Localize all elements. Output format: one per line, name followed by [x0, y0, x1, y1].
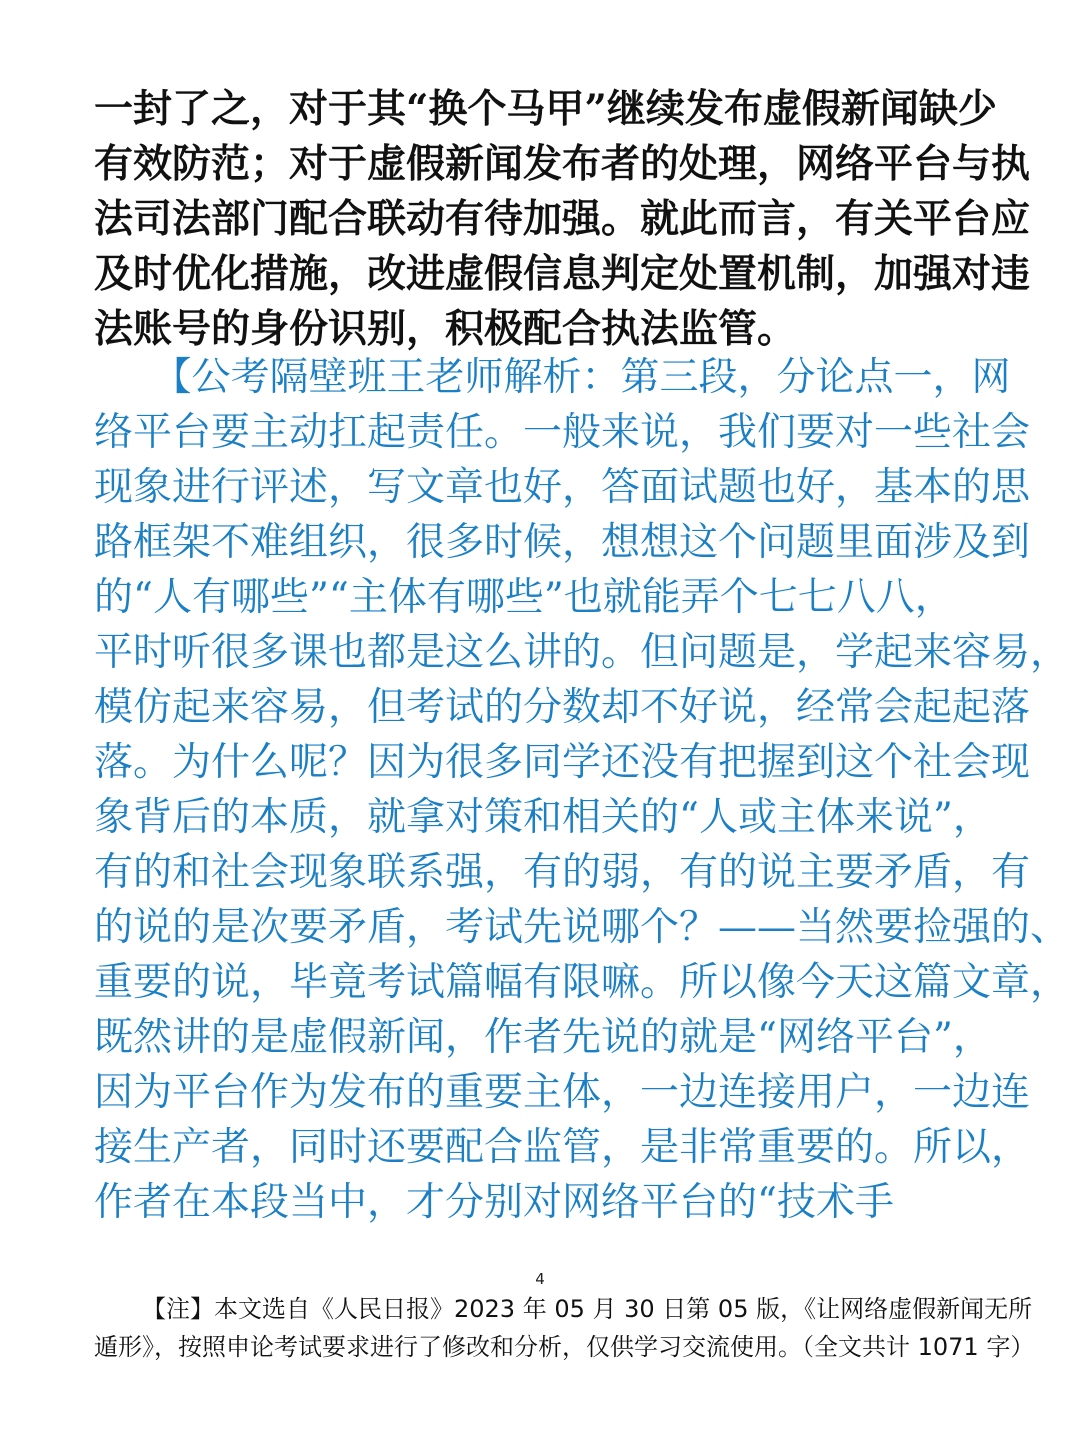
page-number: 4 — [535, 1270, 545, 1288]
article-line: 有效防范；对于虚假新闻发布者的处理，网络平台与执 — [94, 141, 1031, 187]
footnote — [94, 1290, 1035, 1366]
analysis-line: 作者在本段当中，才分别对网络平台的“技术手 — [94, 1180, 894, 1225]
article-paragraph — [94, 82, 1031, 357]
analysis-line: 重要的说，毕竟考试篇幅有限嘛。所以像今天这篇文章， — [94, 960, 1070, 1005]
footnote-line: 遁形》，按照申论考试要求进行了修改和分析，仅供学习交流使用。（全文共计 1071 字） — [94, 1333, 1035, 1361]
analysis-line: 的说的是次要矛盾，考试先说哪个？——当然要捡强的、 — [94, 905, 1070, 950]
analysis-line: 络平台要主动扛起责任。一般来说，我们要对一些社会 — [94, 410, 1031, 455]
analysis-line: 因为平台作为发布的重要主体，一边连接用户，一边连 — [94, 1070, 1031, 1115]
analysis-line: 平时听很多课也都是这么讲的。但问题是，学起来容易， — [94, 630, 1070, 675]
analysis-line: 接生产者，同时还要配合监管，是非常重要的。所以， — [94, 1125, 1031, 1170]
analysis-line: 现象进行评述，写文章也好，答面试题也好，基本的思 — [94, 465, 1031, 510]
analysis-line: 路框架不难组织，很多时候，想想这个问题里面涉及到 — [94, 520, 1031, 565]
article-line: 及时优化措施，改进虚假信息判定处置机制，加强对违 — [94, 251, 1031, 297]
analysis-line: 象背后的本质，就拿对策和相关的“人或主体来说”， — [94, 795, 992, 840]
analysis-line: 既然讲的是虚假新闻，作者先说的就是“网络平台”， — [94, 1015, 992, 1060]
analysis-paragraph — [94, 350, 1070, 1230]
article-line: 法司法部门配合联动有待加强。就此而言，有关平台应 — [94, 196, 1031, 242]
footnote-line: 【注】本文选自《人民日报》2023 年 05 月 30 日第 05 版，《让网络虚假新闻无所 — [142, 1295, 1033, 1323]
article-line: 法账号的身份识别，积极配合执法监管。 — [94, 306, 797, 352]
analysis-line: 落。为什么呢？因为很多同学还没有把握到这个社会现 — [94, 740, 1031, 785]
analysis-line: 模仿起来容易，但考试的分数却不好说，经常会起起落 — [94, 685, 1031, 730]
article-line: 一封了之，对于其“换个马甲”继续发布虚假新闻缺少 — [94, 86, 997, 132]
analysis-line: 的“人有哪些”“主体有哪些”也就能弄个七七八八， — [94, 575, 954, 620]
analysis-line: 【公考隔壁班王老师解析：第三段，分论点一，网 — [94, 355, 1011, 400]
analysis-line: 有的和社会现象联系强，有的弱，有的说主要矛盾，有 — [94, 850, 1031, 895]
